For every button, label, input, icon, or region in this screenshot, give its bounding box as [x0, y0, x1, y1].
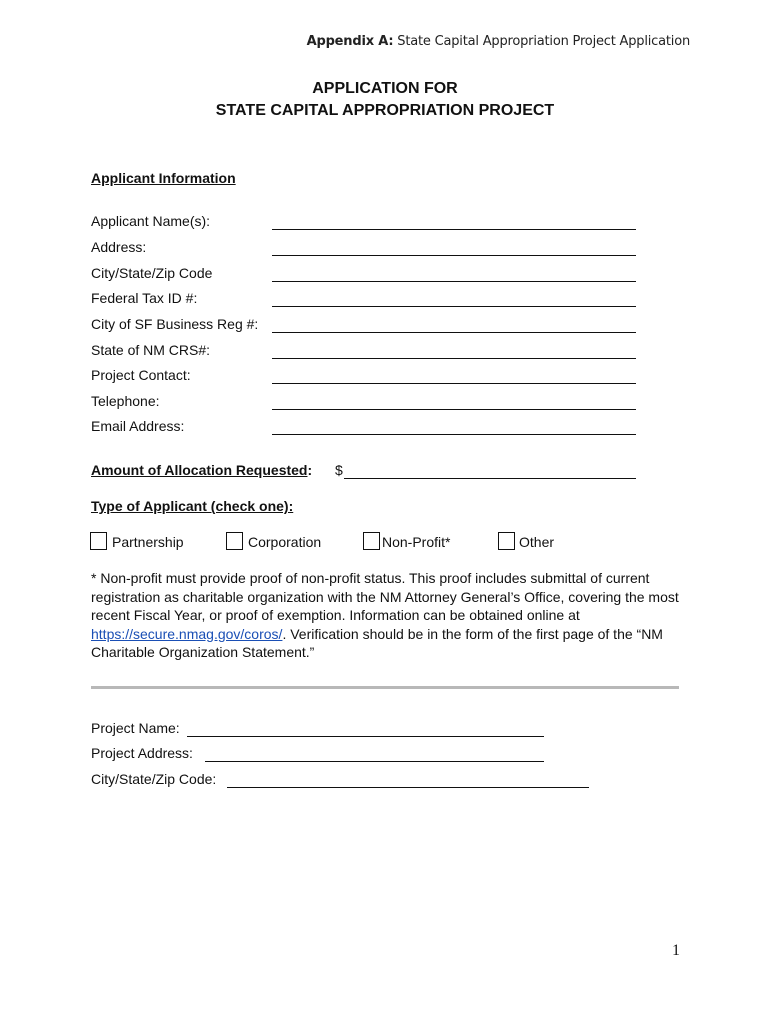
project-address-row: [91, 745, 544, 765]
other-label: Other: [519, 534, 555, 550]
federal-tax-id-row: [91, 290, 636, 310]
applicant-name-row: [91, 213, 636, 233]
city-state-zip-label: City/State/Zip Code: [91, 265, 213, 281]
amount-requested-field[interactable]: [344, 478, 636, 479]
project-address-label: Project Address:: [91, 745, 193, 761]
note-text-after-link: . Verification should be in the form of the first page of the “NM Charitable Organization Statement.”: [91, 625, 663, 660]
amount-requested-label: Amount of Allocation Requested: [91, 462, 308, 478]
project-contact-row: [91, 367, 636, 387]
non-profit-note: [91, 569, 681, 662]
corporation-label: Corporation: [248, 534, 322, 550]
email-field[interactable]: [272, 434, 636, 435]
project-name-label: Project Name:: [91, 720, 180, 736]
title-line-1: APPLICATION FOR: [312, 80, 458, 97]
title-line-2: STATE CAPITAL APPROPRIATION PROJECT: [215, 102, 555, 119]
email-row: [91, 418, 636, 438]
project-city-state-zip-field[interactable]: [227, 787, 589, 788]
section-divider: [91, 686, 679, 689]
corporation-checkbox[interactable]: [226, 532, 243, 550]
email-label: Email Address:: [91, 418, 185, 434]
nm-crs-field[interactable]: [272, 358, 636, 359]
project-name-field[interactable]: [187, 736, 544, 737]
note-text-before-link: * Non-profit must provide proof of non-profit status. This proof includes submittal of current registration as charitable organization with the NM Attorney General’s Office, covering the most recent Fiscal Year, or proof of exemption. Information can be obtained online at: [91, 570, 679, 623]
telephone-field[interactable]: [272, 409, 636, 410]
project-city-state-zip-label: City/State/Zip Code:: [91, 771, 217, 787]
city-state-zip-field[interactable]: [272, 281, 636, 282]
applicant-info-heading: Applicant Information: [91, 170, 236, 186]
address-row: [91, 239, 636, 259]
business-reg-field[interactable]: [272, 332, 636, 333]
project-name-row: [91, 720, 544, 740]
federal-tax-id-field[interactable]: [272, 306, 636, 307]
header-appendix-title: State Capital Appropriation Project Application: [397, 34, 690, 49]
business-reg-label: City of SF Business Reg #:: [91, 316, 259, 332]
nm-crs-label: State of NM CRS#:: [91, 342, 211, 358]
page-number: 1: [672, 942, 680, 959]
page-header: [307, 34, 690, 49]
address-label: Address:: [91, 239, 147, 255]
applicant-name-field[interactable]: [272, 229, 636, 230]
telephone-row: [91, 393, 636, 413]
non-profit-checkbox[interactable]: [363, 532, 380, 550]
federal-tax-id-label: Federal Tax ID #:: [91, 290, 198, 306]
applicant-type-heading: Type of Applicant (check one):: [91, 498, 294, 514]
business-reg-row: [91, 316, 636, 336]
non-profit-label: Non-Profit*: [382, 534, 451, 550]
project-contact-label: Project Contact:: [91, 367, 191, 383]
partnership-checkbox[interactable]: [90, 532, 107, 550]
amount-colon: :: [307, 462, 313, 478]
city-state-zip-row: [91, 265, 636, 285]
header-appendix-label: Appendix A:: [306, 34, 394, 49]
amount-requested-row: [91, 462, 636, 482]
project-address-field[interactable]: [205, 761, 544, 762]
currency-symbol: $: [335, 462, 343, 478]
project-contact-field[interactable]: [272, 383, 636, 384]
telephone-label: Telephone:: [91, 393, 160, 409]
address-field[interactable]: [272, 255, 636, 256]
project-city-state-zip-row: [91, 771, 589, 791]
applicant-name-label: Applicant Name(s):: [91, 213, 211, 229]
nm-crs-row: [91, 342, 636, 362]
page-title: [0, 78, 770, 122]
partnership-label: Partnership: [112, 534, 184, 550]
coros-link[interactable]: https://secure.nmag.gov/coros/: [91, 625, 283, 642]
other-checkbox[interactable]: [498, 532, 515, 550]
